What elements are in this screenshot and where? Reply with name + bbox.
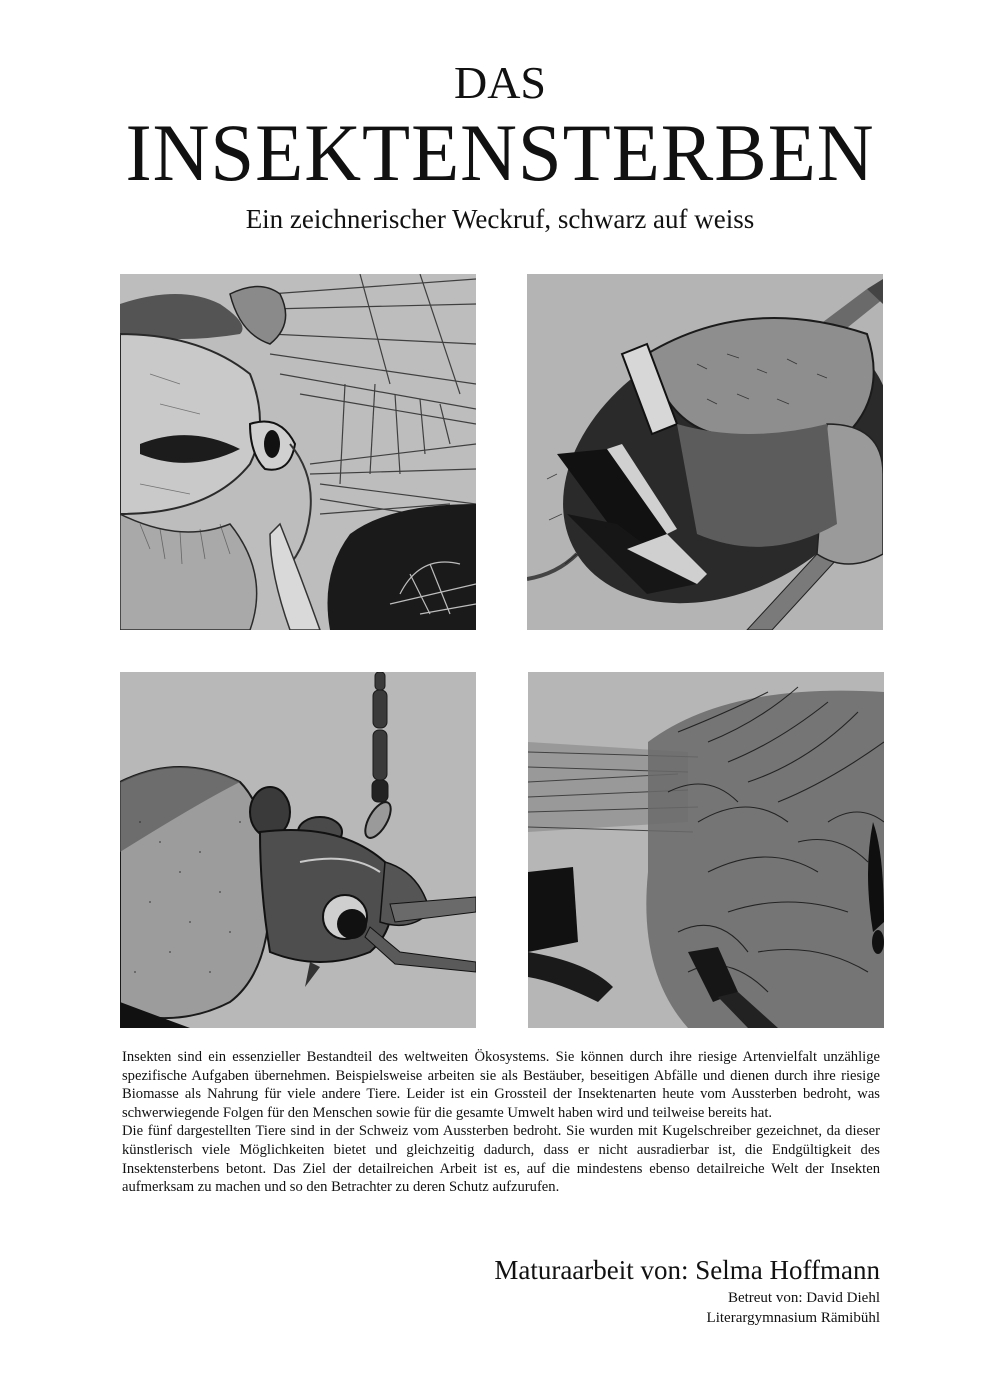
supervisor-credit: Betreut von: David Diehl [727, 1290, 880, 1306]
body-text [122, 1048, 880, 1197]
page-subtitle: Ein zeichnerischer Weckruf, schwarz auf weiss [245, 204, 755, 234]
artwork-beetle-head [120, 672, 476, 1028]
body-paragraph: Insekten sind ein essenzieller Bestandteil des weltweiten Ökosystems. Sie können durch ihre riesige Artenvielfalt unzählige spezifische Aufgaben übernehmen. Beispielsweise arbeiten sie als Bestäuber, beseitigen Abfälle und dienen durch ihre riesige Biomasse als Nahrung für viele andere Tiere. Leider ist ein Grossteil der Insektenarten heute vom Aussterben bedroht, was schwerwiegende Folgen für den Menschen sowie für die gesamte Umwelt haben wird und teilweise bereits hat. [122, 1049, 880, 1121]
beetle-abdomen-drawing [527, 274, 883, 630]
beetle-head-drawing [120, 672, 476, 1028]
body-paragraph: Die fünf dargestellten Tiere sind in der Schweiz vom Aussterben bedroht. Sie wurden mit Kugelschreiber gezeichnet, da dieser künstlerisch viele Möglichkeiten bietet und gleichzeitig dadurch, dass er nicht ausradierbar ist, die Endgültigkeit des Insektensterbens betont. Das Ziel der detailreichen Arbeit ist es, auf die mindestens ebenso detailreiche Welt der Insekten aufmerksam zu machen und so den Betrachter zu deren Schutz aufzurufen. [122, 1123, 880, 1196]
artwork-bee-thorax [528, 672, 884, 1028]
fly-head-drawing [120, 274, 476, 630]
page-title: INSEKTENSTERBEN [125, 107, 875, 198]
bee-thorax-drawing [528, 672, 884, 1028]
school-credit: Literargymnasium Rämibühl [706, 1310, 880, 1326]
artwork-beetle-abdomen [527, 274, 883, 630]
author-credit: Maturaarbeit von: Selma Hoffmann [494, 1255, 880, 1285]
title-kicker: DAS [453, 57, 547, 108]
artwork-fly-head [120, 274, 476, 630]
